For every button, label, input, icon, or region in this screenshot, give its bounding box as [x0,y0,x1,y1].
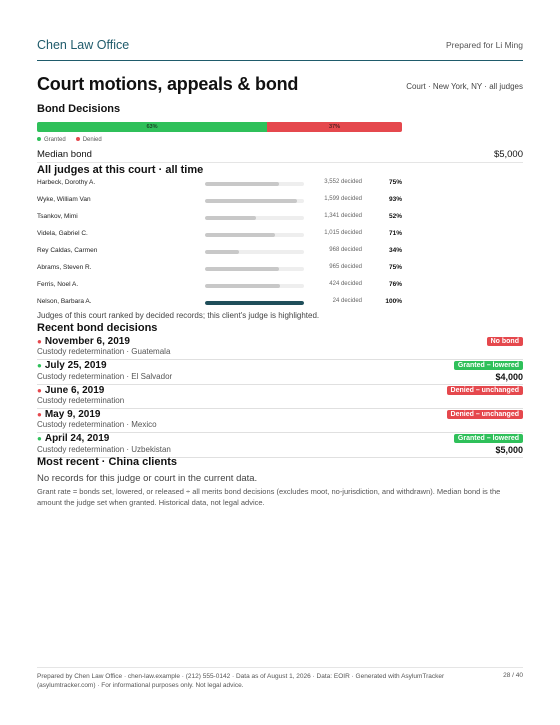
median-bond-row [37,148,523,163]
bond-amount: $5,000 [495,445,523,455]
decision-date: ● May 9, 2019 [37,409,101,420]
status-dot-icon: ● [37,337,42,346]
firm-name: Chen Law Office [37,38,130,52]
grant-rate-pct: 75% [388,179,402,186]
granted-segment: 63% [37,122,267,132]
grant-rate-track [205,267,304,271]
decision-date: ● April 24, 2019 [37,433,110,444]
judge-name: Rey Caldas, Carmen [37,247,98,254]
judge-row [37,226,402,243]
bond-decision-item [37,360,523,385]
grant-rate-pct: 100% [385,298,402,305]
decided-count: 968 decided [329,247,362,253]
status-dot-icon: ● [37,410,42,419]
median-bond-value: $5,000 [493,149,523,160]
decision-date: ● July 25, 2019 [37,360,107,371]
methodology-footnote: Grant rate = bonds set, lowered, or released ÷ all merits bond decisions (excludes moot, no-jurisdiction, and withdrawn). Median bond is the amount the judge set when granted. Historical data, not legal advice. [37,487,501,507]
bond-decision-item [37,433,523,458]
decided-count: 3,552 decided [324,179,362,185]
decision-detail: Custody redetermination · Uzbekistan [37,445,171,454]
status-dot-icon: ● [37,361,42,370]
status-dot-icon: ● [37,386,42,395]
status-badge: Denied – unchanged [447,410,523,419]
grant-rate-fill [205,284,280,288]
median-bond-label: Median bond [37,149,92,160]
page-footer [37,667,523,690]
status-badge: Granted – lowered [454,361,523,370]
legend-denied: Denied [76,137,102,143]
decided-count: 424 decided [329,281,362,287]
bond-amount: $4,000 [495,372,523,382]
grant-rate-pct: 93% [388,196,402,203]
decided-count: 1,599 decided [324,196,362,202]
china-clients-heading: Most recent · China clients [37,456,177,468]
grant-rate-fill [205,267,279,271]
decided-count: 1,341 decided [324,213,362,219]
recent-bond-list [37,336,523,458]
grant-rate-track [205,182,304,186]
decision-date: ● June 6, 2019 [37,385,105,396]
denied-segment: 37% [267,122,402,132]
bond-legend [37,137,102,143]
decided-count: 965 decided [329,264,362,270]
judges-heading: All judges at this court · all time [37,164,204,176]
grant-rate-fill [205,216,256,220]
bond-decisions-heading: Bond Decisions [37,103,121,115]
grant-rate-track [205,233,304,237]
judge-row [37,294,402,311]
judge-name: Wyke, William Van [37,196,91,203]
grant-rate-track [205,199,304,203]
grant-rate-pct: 71% [388,230,402,237]
no-records-text: No records for this judge or court in the current data. [37,473,258,484]
judges-note: Judges of this court ranked by decided records; this client's judge is highlighted. [37,311,320,320]
bond-decision-item [37,409,523,433]
grant-rate-track [205,301,304,305]
bond-decision-item [37,336,523,360]
page-title: Court motions, appeals & bond [37,74,299,94]
judges-table [37,175,402,311]
page-header [37,38,523,61]
page-number: 28 / 40 [503,672,523,679]
grant-rate-fill [205,199,297,203]
judge-name: Nelson, Barbara A. [37,298,92,305]
granted-dot-icon [37,137,41,141]
decision-detail: Custody redetermination [37,396,125,405]
grant-rate-pct: 52% [388,213,402,220]
grant-rate-fill [205,233,275,237]
judge-name: Tsankov, Mimi [37,213,78,220]
decided-count: 24 decided [332,298,362,304]
judge-row [37,175,402,192]
grant-rate-fill [205,182,279,186]
status-dot-icon: ● [37,434,42,443]
grant-rate-track [205,250,304,254]
recent-bond-heading: Recent bond decisions [37,322,158,334]
status-badge: Denied – unchanged [447,386,523,395]
decided-count: 1,015 decided [324,230,362,236]
status-badge: No bond [487,337,523,346]
grant-rate-fill [205,250,239,254]
grant-rate-track [205,216,304,220]
judge-row [37,243,402,260]
decision-detail: Custody redetermination · El Salvador [37,372,173,381]
judge-row [37,260,402,277]
decision-detail: Custody redetermination · Mexico [37,420,157,429]
grant-rate-pct: 75% [388,264,402,271]
prepared-for: Prepared for Li Ming [445,40,523,50]
footer-text: Prepared by Chen Law Office · chen-law.example · (212) 555-0142 · Data as of August 1, 2026 · Data: EOIR · Generated with AsylumTracker (asylumtracker.com) · For informational purposes only. Not legal advice. [37,673,445,689]
decision-detail: Custody redetermination · Guatemala [37,347,171,356]
bond-grant-bar [37,122,402,132]
judge-row [37,192,402,209]
bond-decision-item [37,385,523,409]
judge-row [37,209,402,226]
judge-name: Ferris, Noel A. [37,281,79,288]
judge-row [37,277,402,294]
grant-rate-track [205,284,304,288]
denied-dot-icon [76,137,80,141]
legend-granted: Granted [37,137,66,143]
grant-rate-pct: 76% [388,281,402,288]
judge-name: Videla, Gabriel C. [37,230,88,237]
decision-date: ● November 6, 2019 [37,336,130,347]
court-scope: Court · New York, NY · all judges [406,82,523,91]
grant-rate-pct: 34% [388,247,402,254]
grant-rate-fill [205,301,304,305]
status-badge: Granted – lowered [454,434,523,443]
judge-name: Harbeck, Dorothy A. [37,179,96,186]
judge-name: Abrams, Steven R. [37,264,92,271]
